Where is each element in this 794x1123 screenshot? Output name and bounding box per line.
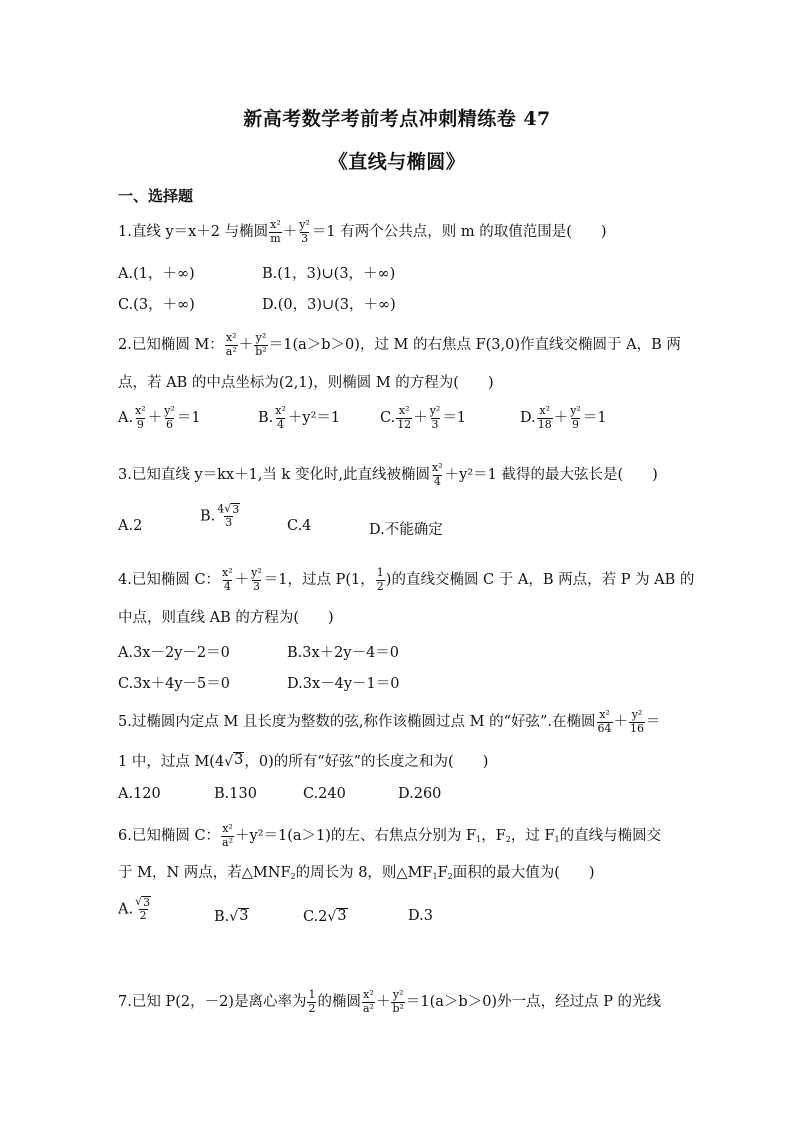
question-4-option-b: B.3x＋2y－4＝0: [287, 645, 400, 661]
fraction: $\frac{\text{y²}}{9}$: [570, 404, 581, 431]
question-4-option-c: C.3x＋4y－5＝0: [118, 676, 230, 692]
document-subtitle: 《直线与椭圆》: [328, 151, 466, 173]
fraction: $\frac{\text{y²}}{\text{b²}}$: [255, 331, 267, 358]
question-2-stem-line2: 点，若 AB 的中点坐标为(2,1)，则椭圆 M 的方程为( ): [118, 375, 494, 391]
fraction: $\frac{\text{x²}}{\text{a²}}$: [362, 988, 374, 1015]
question-4-option-a: A.3x－2y－2＝0: [118, 645, 230, 661]
fraction: $\frac{\text{x²}}{64}$: [597, 708, 612, 735]
fraction: $\frac{\text{x²}}{4}$: [432, 461, 443, 488]
question-4-stem-line2: 中点，则直线 AB 的方程为( ): [118, 610, 334, 626]
square-root: √ 3: [224, 502, 240, 516]
fraction: $\frac{\text{x²}}{12}$: [397, 404, 412, 431]
fraction: $\frac{\text{x²}}{\text{a²}}$: [222, 822, 234, 849]
question-5-stem: 5.过椭圆内定点 M 且长度为整数的弦,称作该椭圆过点 M 的“好弦”.在椭圆 $\frac{\text{x²}}{64}$ ＋ $\frac{\text{y²}}{16}$ ＝: [118, 708, 661, 735]
question-2-stem: 2.已知椭圆 M： $\frac{\text{x²}}{\text{a²}}$ ＋ $\frac{\text{y²}}{\text{b²}}$ ＝1(a＞b＞0)，过 M 的右焦点 F(3,0)作直线交椭圆于 A，B 两: [118, 331, 681, 358]
question-3-option-a: A.2: [118, 518, 143, 534]
fraction: 4 √ 3 3: [217, 502, 240, 530]
fraction: $\frac{\text{y²}}{\text{b²}}$: [392, 988, 404, 1015]
question-2-option-a: A. $\frac{\text{x²}}{9}$ ＋ $\frac{\text{y²}}{6}$ ＝1: [118, 404, 201, 431]
question-6-option-d: D.3: [408, 908, 433, 924]
square-root: √ 3: [229, 908, 249, 925]
question-6-stem-line2: 于 M，N 两点，若$\triangle MNF_2$的周长为 8，则$\triangle MF_1F_2$面积的最大值为( ): [118, 865, 595, 881]
question-7-stem: 7.已知 P(2，－2)是离心率为 $\frac{1}{2}$ 的椭圆 $\frac{\text{x²}}{\text{a²}}$ ＋ $\frac{\text{y²}}{\text{b²}}$ ＝1(a＞b＞0)外一点，经过点 P 的光线: [118, 988, 662, 1015]
question-6-stem: 6.已知椭圆 C： $\frac{\text{x²}}{\text{a²}}$ ＋y²＝1(a＞1)的左、右焦点分别为 $F_1$，$F_2$，过 $F_1$的直线与椭圆交: [118, 822, 662, 849]
question-1-option-a: A.(1，＋∞): [118, 266, 195, 282]
square-root: √ 3: [135, 895, 151, 909]
fraction: $\frac{\text{x²}}{4}$: [222, 566, 233, 593]
question-2-option-c: C. $\frac{\text{x²}}{12}$ ＋ $\frac{\text{y²}}{3}$ ＝1: [380, 404, 467, 431]
square-root: √ 3: [224, 752, 244, 770]
fraction: $\frac{\text{x²}}{4}$: [275, 404, 286, 431]
question-5-option-a: A.120: [118, 786, 161, 802]
question-5-option-c: C.240: [303, 786, 346, 802]
fraction: √ 3 2: [135, 895, 151, 923]
fraction: $\frac{1}{2}$: [376, 566, 384, 593]
fraction: $\frac{\text{x²}}{18}$: [537, 404, 552, 431]
question-1-option-d: D.(0，3)∪(3，＋∞): [262, 297, 396, 313]
question-3-option-b: B. 4 √ 3 3: [200, 502, 240, 530]
question-5-option-d: D.260: [398, 786, 442, 802]
question-4-option-d: D.3x－4y－1＝0: [287, 676, 400, 692]
fraction: $\frac{\text{y²}}{3}$: [429, 404, 441, 431]
fraction: $\frac{\text{y²}}{16}$: [630, 708, 645, 735]
question-2-option-d: D. $\frac{\text{x²}}{18}$ ＋ $\frac{\text{y²}}{9}$ ＝1: [520, 404, 607, 431]
question-3-option-d: D.不能确定: [369, 522, 443, 538]
document-title: 新高考数学考前考点冲刺精练卷 47: [243, 108, 551, 130]
fraction: $\frac{\text{x²}}{m}$: [270, 218, 281, 245]
question-4-stem: 4.已知椭圆 C： $\frac{\text{x²}}{4}$ ＋ $\frac{\text{y²}}{3}$ ＝1，过点 P(1， $\frac{1}{2}$ )的直线交椭圆 C 于 A，B 两点，若 P 为 AB 的: [118, 566, 695, 593]
fraction: $\frac{\text{x²}}{9}$: [135, 404, 146, 431]
question-5-option-b: B.130: [214, 786, 257, 802]
question-1-stem: 1.直线 y＝x＋2 与椭圆 $\frac{\text{x²}}{m}$ ＋ $\frac{\text{y²}}{3}$ ＝1 有两个公共点，则 m 的取值范围是( ): [118, 218, 607, 245]
question-1-option-c: C.(3，＋∞): [118, 297, 195, 313]
fraction: $\frac{\text{y²}}{3}$: [299, 218, 310, 245]
question-3-option-c: C.4: [287, 518, 312, 534]
question-5-stem-line2: 1 中，过点 M(4 √ 3 ，0)的所有“好弦”的长度之和为( ): [118, 752, 489, 770]
fraction: $\frac{\text{x²}}{\text{a²}}$: [225, 331, 237, 358]
fraction: $\frac{\text{y²}}{3}$: [251, 566, 262, 593]
question-6-option-a: A. √ 3 2: [118, 895, 151, 923]
question-3-stem: 3.已知直线 y＝kx＋1,当 k 变化时,此直线被椭圆 $\frac{\text{x²}}{4}$ ＋y²＝1 截得的最大弦长是( ): [118, 461, 658, 488]
section-heading: 一、选择题: [118, 187, 194, 205]
question-1-option-b: B.(1，3)∪(3，＋∞): [262, 266, 396, 282]
square-root: √ 3: [327, 908, 347, 925]
fraction: $\frac{\text{y²}}{6}$: [164, 404, 175, 431]
question-6-option-b: B. √ 3: [214, 908, 249, 925]
question-6-option-c: C.2 √ 3: [303, 908, 347, 925]
question-2-option-b: B. $\frac{\text{x²}}{4}$ ＋y²＝1: [258, 404, 341, 431]
fraction: $\frac{1}{2}$: [308, 988, 316, 1015]
